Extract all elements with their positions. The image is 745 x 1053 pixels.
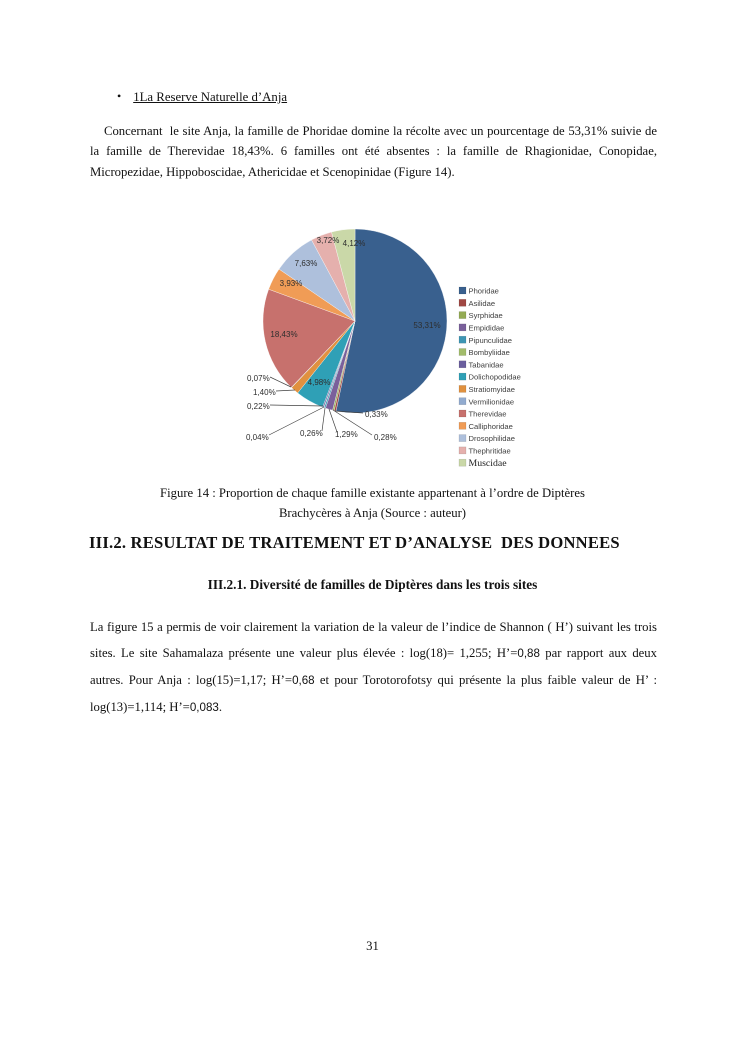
paragraph-shannon-index: [90, 614, 661, 721]
legend-swatch-empididae: [459, 324, 466, 331]
legend-swatch-pipunculidae: [459, 336, 466, 343]
section-bullet-heading: [117, 89, 287, 105]
legend-swatch-muscidae: [459, 459, 466, 466]
legend-swatch-tabanidae: [459, 361, 466, 368]
legend-swatch-drosophilidae: [459, 435, 466, 442]
value-sans-text: 0,083: [189, 701, 219, 714]
pie-label-dolichopodidae: 4,98%: [307, 378, 331, 387]
pie-chart-svg: [235, 225, 575, 475]
legend-label-empididae: Empididae: [468, 323, 505, 333]
legend-label-syrphidae: Syrphidae: [468, 311, 503, 321]
value-sans-text: 0,88: [517, 647, 540, 660]
legend-swatch-therevidae: [459, 410, 466, 417]
pie-label-vermilionidae: 0,07%: [247, 374, 270, 383]
legend-label-asilidae: Asilidae: [468, 298, 496, 308]
legend-label-calliphoridae: Calliphoridae: [468, 421, 513, 431]
legend-swatch-stratiomyidae: [459, 385, 466, 392]
legend-swatch-asilidae: [459, 299, 466, 306]
body-text: La figure 15 a permis de voir clairement la variation de la valeur de l’indice de Shannon ( H’) suivant les trois sites. Le site Sahamalaza présente une valeur plus élevée : log(18)= 1,255; H’=: [90, 620, 661, 660]
bullet-icon: •: [117, 89, 122, 103]
pie-label-empididae: 1,29%: [335, 430, 358, 439]
pie-label-syrphidae: 0,28%: [374, 433, 397, 442]
body-text: .: [218, 700, 223, 714]
legend-item-tabanidae: [459, 360, 504, 369]
legend-label-therevidae: Therevidae: [468, 409, 507, 419]
legend-item-muscidae: [459, 458, 507, 469]
legend-swatch-vermilionidae: [459, 398, 466, 405]
body-text: par rapport aux deux autres. Pour Anja : log(15)=1,17; H’=: [90, 646, 661, 687]
legend-label-bombyliidae: Bombyliidae: [468, 348, 510, 358]
legend-item-dolichopodidae: [459, 373, 521, 382]
legend-swatch-calliphoridae: [459, 422, 466, 429]
pie-label-asilidae: 0,33%: [365, 410, 388, 419]
pie-label-stratiomyidae: 1,40%: [253, 388, 276, 397]
legend-label-muscidae: Muscidae: [468, 457, 507, 469]
legend-label-stratiomyidae: Stratiomyidae: [468, 385, 515, 394]
legend-label-thephritidae: Thephritidae: [468, 446, 511, 456]
figure-caption: [0, 483, 745, 523]
section-heading: III.2. RESULTAT DE TRAITEMENT ET D’ANALYSE DES DONNEES: [89, 533, 620, 552]
body-text: et pour Torotorofotsy qui présente la plus faible valeur de H’ : log(13)=1,114; H’=: [90, 673, 661, 714]
legend-label-dolichopodidae: Dolichopodidae: [468, 372, 521, 382]
pie-label-phoridae: 53,31%: [413, 321, 441, 330]
legend-item-asilidae: [459, 299, 495, 308]
value-sans-text: 0,68: [292, 674, 315, 687]
pie-label-pipunculidae: 0,26%: [300, 429, 323, 438]
pie-leader-line-tabanidae: [270, 405, 323, 406]
subsection-heading: III.2.1. Diversité de familles de Diptères dans les trois sites: [207, 577, 538, 592]
legend-item-bombyliidae: [459, 348, 510, 357]
figure-caption-line2: Brachycères à Anja (Source : auteur): [278, 506, 467, 520]
legend-item-therevidae: [459, 410, 507, 419]
page-number: 31: [366, 939, 379, 953]
figure-caption-line1: Figure 14 : Proportion de chaque famille existante appartenant à l’ordre de Diptères: [160, 486, 585, 500]
legend-item-drosophilidae: [459, 434, 515, 443]
legend-item-phoridae: [459, 287, 499, 296]
legend-swatch-syrphidae: [459, 312, 466, 319]
pie-label-bombyliidae: 0,04%: [246, 433, 269, 442]
legend-item-calliphoridae: [459, 422, 513, 431]
legend-label-drosophilidae: Drosophilidae: [468, 434, 515, 444]
pie-label-tabanidae: 0,22%: [247, 402, 270, 411]
legend-item-thephritidae: [459, 447, 511, 456]
legend-item-pipunculidae: [459, 336, 512, 345]
pie-leader-line-stratiomyidae: [276, 390, 295, 391]
pie-label-calliphoridae: 3,93%: [279, 279, 303, 288]
section-title: 1La Reserve Naturelle d’Anja: [133, 90, 288, 104]
legend-label-pipunculidae: Pipunculidae: [468, 335, 512, 345]
legend-item-vermilionidae: [459, 397, 514, 406]
legend-swatch-thephritidae: [459, 447, 466, 454]
legend-item-syrphidae: [459, 311, 503, 320]
legend-item-empididae: [459, 324, 504, 333]
pie-label-therevidae: 18,43%: [270, 330, 298, 339]
paragraph-anja-results: Concernant le site Anja, la famille de Phoridae domine la récolte avec un pourcentage de 53,31% suivie de la famille de Therevidae 18,43%. 6 familles ont été absentes : la famille de Rhagionidae, Conopidae, Micropezidae, Hippoboscidae, Athericidae et Scenopinidae (Figure 14).: [90, 124, 661, 179]
legend-label-tabanidae: Tabanidae: [468, 360, 504, 370]
legend-label-vermilionidae: Vermilionidae: [468, 397, 515, 407]
pie-label-thephritidae: 3,72%: [316, 236, 340, 245]
pie-leader-line-empididae: [329, 409, 337, 432]
legend-item-stratiomyidae: [459, 385, 515, 394]
pie-label-muscidae: 4,12%: [342, 239, 366, 248]
pie-label-drosophilidae: 7,63%: [294, 259, 318, 268]
legend-swatch-bombyliidae: [459, 349, 466, 356]
legend-swatch-phoridae: [459, 287, 466, 294]
pie-leader-line-pipunculidae: [322, 408, 325, 431]
pie-chart-figure: [235, 225, 575, 475]
legend-swatch-dolichopodidae: [459, 373, 466, 380]
legend-label-phoridae: Phoridae: [468, 286, 499, 296]
